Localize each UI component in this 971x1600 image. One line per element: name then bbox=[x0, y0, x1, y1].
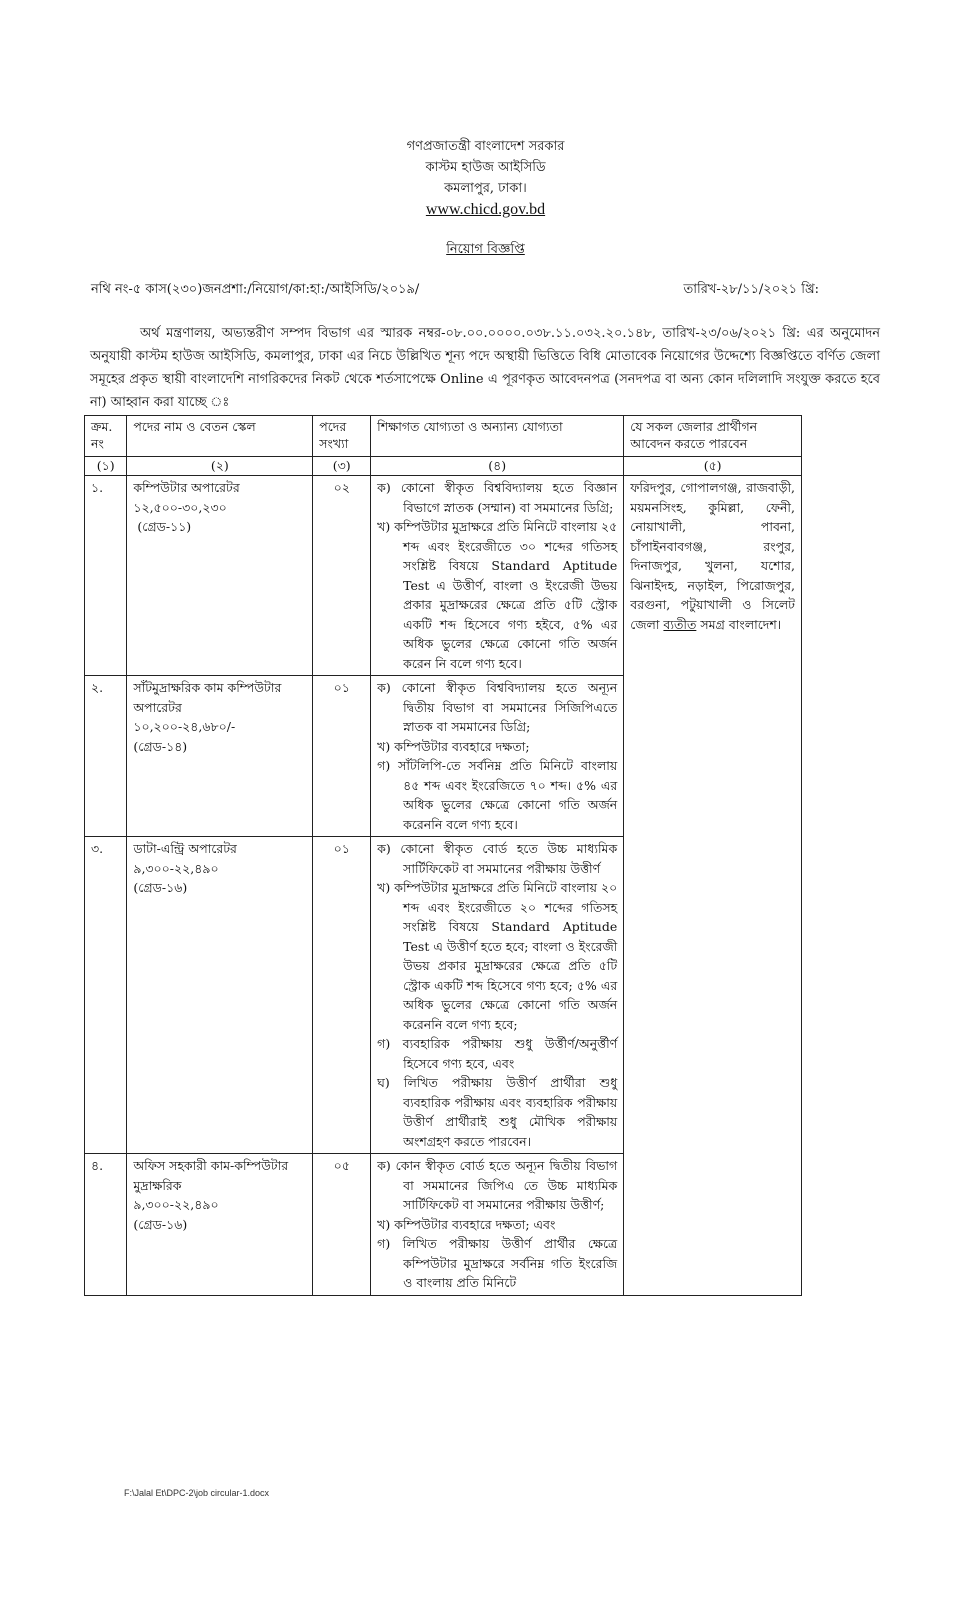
pay-scale: ১২,৫০০-৩০,২৩০ bbox=[133, 499, 227, 515]
pay-scale: ৯,৩০০-২২,৪৯০ bbox=[133, 860, 219, 876]
eligible-districts-cell bbox=[624, 476, 802, 1296]
letterhead-address: কমলাপুর, ঢাকা। bbox=[444, 181, 527, 196]
header-post: পদের নাম ও বেতন স্কেল bbox=[127, 416, 313, 457]
qualification-cell bbox=[371, 837, 624, 1154]
column-number-row bbox=[85, 457, 802, 476]
row-serial: ৪. bbox=[85, 1154, 127, 1296]
memo-row bbox=[91, 280, 819, 301]
pay-grade: (গ্রেড-১৬) bbox=[133, 880, 188, 895]
qualification-cell bbox=[371, 476, 624, 676]
pay-grade: (গ্রেড-১১) bbox=[137, 519, 192, 534]
pay-scale: ১০,২০০-২৪,৬৮০/- bbox=[133, 719, 236, 734]
row-serial: ৩. bbox=[85, 837, 127, 1154]
qualification-item: খ) কম্পিউটার মুদ্রাক্ষরে প্রতি মিনিটে বাংলায় ২৫ শব্দ এবং ইংরেজীতে ৩০ শব্দের গতিসহ সংশ্লিষ্ট বিষয়ে Standard Aptitude Test এ উত্তীর্ণ, বাংলা ও ইংরেজী উভয় প্রকার মুদ্রাক্ষরের ক্ষেত্রে প্রতি ৫টি স্ট্রোক একটি শব্দ হিসেবে গণ্য হইবে, ৫% এর অধিক ভুলের ক্ষেত্রে কোনো গতি অর্জন করেন নি বলে গণ্য হবে। bbox=[377, 519, 618, 671]
header-qualification: শিক্ষাগত যোগ্যতা ও অন্যান্য যোগ্যতা bbox=[371, 416, 624, 457]
qualification-item: ক) কোনো স্বীকৃত বিশ্ববিদ্যালয় হতে অন্যূন দ্বিতীয় বিভাগ বা সমমানের সিজিপিএতে স্নাতক বা সমমানের ডিগ্রি; bbox=[377, 680, 618, 734]
row-serial: ২. bbox=[85, 676, 127, 837]
post-count: ০৫ bbox=[313, 1154, 371, 1296]
qualification-cell bbox=[371, 676, 624, 837]
pay-scale: ৯,৩০০-২২,৪৯০ bbox=[133, 1197, 219, 1212]
district-except: ব্যতীত bbox=[663, 616, 697, 632]
post-count: ০১ bbox=[313, 676, 371, 837]
qualification-item: গ) সাঁটলিপি-তে সর্বনিম্ন প্রতি মিনিটে বাংলায় ৪৫ শব্দ এবং ইংরেজিতে ৭০ শব্দ। ৫% এর অধিক ভুলের ক্ষেত্রে কোনো গতি অর্জন করেননি বলে গণ্য হবে। bbox=[377, 758, 618, 832]
table-row bbox=[85, 476, 802, 676]
post-cell bbox=[127, 1154, 313, 1296]
header-count: পদের সংখ্যা bbox=[313, 416, 371, 457]
column-number: (৪) bbox=[371, 457, 624, 476]
column-number: (৩) bbox=[313, 457, 371, 476]
column-number: (৫) bbox=[624, 457, 802, 476]
column-number: (২) bbox=[127, 457, 313, 476]
post-name: ডাটা-এন্ট্রি অপারেটর bbox=[133, 841, 237, 856]
qualification-item: খ) কম্পিউটার ব্যবহারে দক্ষতা; এবং bbox=[377, 1216, 556, 1232]
post-cell bbox=[127, 837, 313, 1154]
header-serial: ক্রম. নং bbox=[85, 416, 127, 457]
row-serial: ১. bbox=[85, 476, 127, 676]
pay-grade: (গ্রেড-১৪) bbox=[133, 738, 188, 754]
notice-date: তারিখ-২৮/১১/২০২১ খ্রি: bbox=[683, 282, 819, 297]
table-header-row bbox=[85, 416, 802, 457]
post-cell bbox=[127, 676, 313, 837]
qualification-item: ঘ) লিখিত পরীক্ষায় উত্তীর্ণ প্রার্থীরা শুধু ব্যবহারিক পরীক্ষায় এবং ব্যবহারিক পরীক্ষায় উত্তীর্ণ প্রার্থীরাই শুধু মৌখিক পরীক্ষায় অংশগ্রহণ করতে পারবেন। bbox=[377, 1075, 618, 1149]
notice-title bbox=[0, 240, 971, 261]
post-count: ০২ bbox=[313, 476, 371, 676]
letterhead bbox=[0, 136, 971, 220]
qualification-item: ক) কোন স্বীকৃত বোর্ড হতে অন্যূন দ্বিতীয় বিভাগ বা সমমানের জিপিএ তে উচ্চ মাধ্যমিক সার্টিফিকেট বা সমমানের পরীক্ষায় উত্তীর্ণ; bbox=[377, 1158, 618, 1212]
header-districts: যে সকল জেলার প্রার্থীগন আবেদন করতে পারবেন bbox=[624, 416, 802, 457]
district-suffix: সমগ্র বাংলাদেশ। bbox=[696, 616, 782, 632]
qualification-cell bbox=[371, 1154, 624, 1296]
file-number: নথি নং-৫ কাস(২৩০)জনপ্রশা:/নিয়োগ/কা:হা:/আইসিডি/২০১৯/ bbox=[91, 282, 420, 297]
qualification-item: খ) কম্পিউটার ব্যবহারে দক্ষতা; bbox=[377, 738, 530, 754]
letterhead-office: কাস্টম হাউজ আইসিডি bbox=[425, 160, 546, 175]
post-name: সাঁটমুদ্রাক্ষরিক কাম কম্পিউটার অপারেটর bbox=[133, 680, 282, 715]
post-cell bbox=[127, 476, 313, 676]
post-name: কম্পিউটার অপারেটর bbox=[133, 480, 240, 495]
post-name: অফিস সহকারী কাম-কম্পিউটার মুদ্রাক্ষরিক bbox=[133, 1158, 289, 1193]
qualification-item: খ) কম্পিউটার মুদ্রাক্ষরে প্রতি মিনিটে বাংলায় ২০ শব্দ এবং ইংরেজীতে ২০ শব্দের গতিসহ সংশ্লিষ্ট বিষয়ে Standard Aptitude Test এ উত্তীর্ণ হতে হবে; বাংলা ও ইংরেজী উভয় প্রকার মুদ্রাক্ষরের ক্ষেত্রে প্রতি ৫টি স্ট্রোক একটি শব্দ হিসেবে গণ্য হবে; ৫% এর অধিক ভুলের ক্ষেত্রে কোনো গতি অর্জন করেননি বলে গণ্য হবে; bbox=[377, 880, 618, 1032]
intro-paragraph: অর্থ মন্ত্রণালয়, অভ্যন্তরীণ সম্পদ বিভাগ এর স্মারক নম্বর-০৮.০০.০০০০.০৩৮.১১.০৩২.২০.১৪৮, তারিখ-২৩/০৬/২০২১ খ্রি: এর অনুমোদন অনুযায়ী কাস্টম হাউজ আইসিডি, কমলাপুর, ঢাকা এর নিচে উল্লিখিত শূন্য পদে অস্থায়ী ভিত্তিতে বিধি মোতাবেক নিয়োগের উদ্দেশ্যে বিজ্ঞপ্তিতে বর্ণিত জেলা সমূহের প্রকৃত স্থায়ী বাংলাদেশি নাগরিকদের নিকট থেকে শর্তসাপেক্ষে Online এ পূরণকৃত আবেদনপত্র (সনদপত্র বা অন্য কোন দলিলাদি সংযুক্ত করতে হবে না) আহ্বান করা যাচ্ছে ঃ bbox=[90, 326, 880, 410]
post-count: ০১ bbox=[313, 837, 371, 1154]
qualification-item: গ) ব্যবহারিক পরীক্ষায় শুধু উর্ত্তীর্ণ/অনুর্ত্তীর্ণ হিসেবে গণ্য হবে, এবং bbox=[377, 1036, 618, 1071]
qualification-item: ক) কোনো স্বীকৃত বিশ্ববিদ্যালয় হতে বিজ্ঞান বিভাগে স্নাতক (সম্মান) বা সমমানের ডিগ্রি; bbox=[377, 480, 618, 515]
vacancy-table bbox=[84, 415, 802, 1296]
district-list: ফরিদপুর, গোপালগঞ্জ, রাজবাড়ী, ময়মনসিংহ, কুমিল্লা, ফেনী, নোয়াখালী, পাবনা, চাঁপাইনবাবগঞ্জ, রংপুর, দিনাজপুর, খুলনা, যশোর, ঝিনাইদহ, নড়াইল, পিরোজপুর, বরগুনা, পটুয়াখালী ও সিলেট জেলা bbox=[630, 480, 795, 632]
pay-grade: (গ্রেড-১৬) bbox=[133, 1216, 188, 1232]
file-path-footer: F:\Jalal Et\DPC-2\job circular-1.docx bbox=[124, 1488, 270, 1498]
column-number: (১) bbox=[85, 457, 127, 476]
eligible-districts-text bbox=[630, 478, 795, 634]
qualification-item: ক) কোনো স্বীকৃত বোর্ড হতে উচ্চ মাধ্যমিক সার্টিফিকেট বা সমমানের পরীক্ষায় উত্তীর্ণ bbox=[377, 841, 618, 876]
qualification-item: গ) লিখিত পরীক্ষায় উত্তীর্ণ প্রার্থীর ক্ষেত্রে কম্পিউটার মুদ্রাক্ষরে সর্বনিম্ন গতি ইংরেজি ও বাংলায় প্রতি মিনিটে bbox=[377, 1236, 618, 1290]
notice-title-text: নিয়োগ বিজ্ঞপ্তি bbox=[446, 242, 525, 257]
letterhead-government: গণপ্রজাতন্ত্রী বাংলাদেশ সরকার bbox=[406, 139, 565, 154]
website-link[interactable]: www.chicd.gov.bd bbox=[425, 201, 546, 218]
